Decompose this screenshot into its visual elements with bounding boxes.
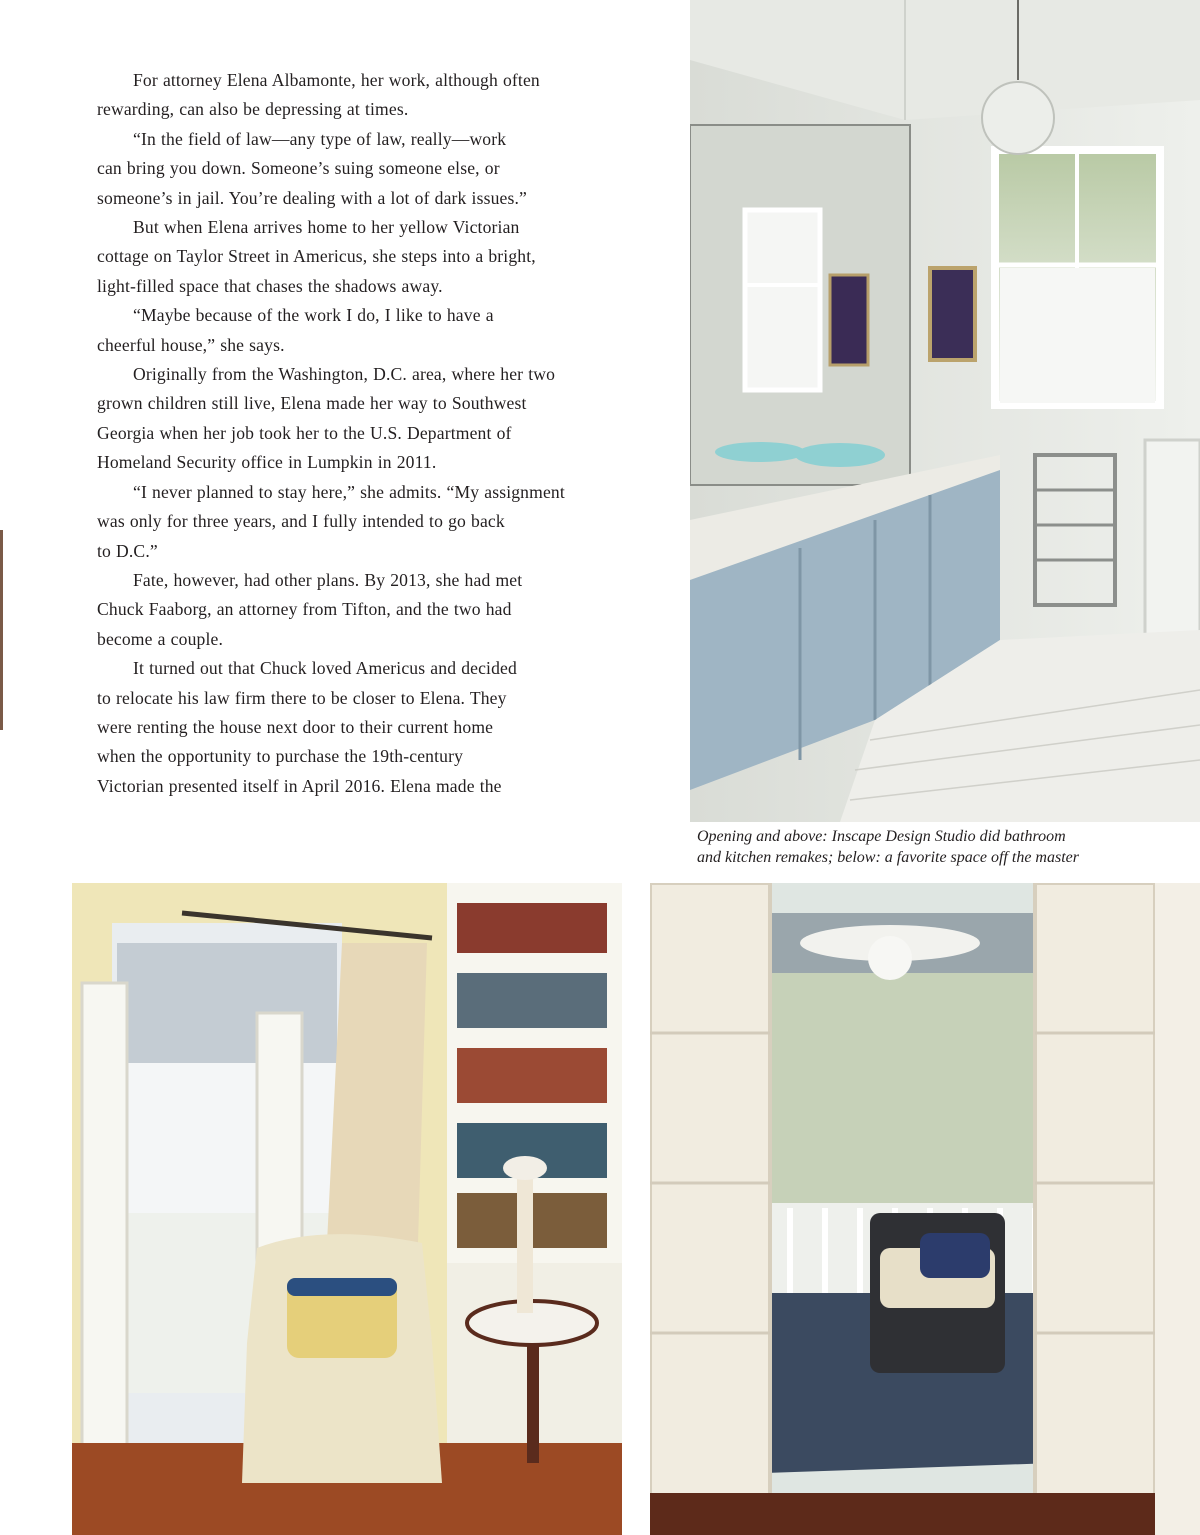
bathroom-photo [690, 0, 1200, 822]
article-line: cottage on Taylor Street in Americus, she steps into a bright, [97, 246, 536, 267]
article-line: someone’s in jail. You’re dealing with a lot of dark issues.” [97, 187, 527, 208]
article-line: light-filled space that chases the shadows away. [97, 275, 443, 296]
porch-photo [650, 883, 1200, 1535]
article-line: But when Elena arrives home to her yellow Victorian [133, 217, 520, 238]
article-line: grown children still live, Elena made her way to Southwest [97, 393, 527, 414]
photo-caption [697, 826, 1197, 868]
article-line: “In the field of law—any type of law, really—work [133, 128, 507, 149]
article-line: It turned out that Chuck loved Americus and decided [133, 658, 517, 679]
article-line: Victorian presented itself in April 2016. Elena made the [97, 775, 502, 796]
article-paragraphs [97, 66, 637, 801]
article-line: was only for three years, and I fully intended to go back [97, 511, 505, 532]
article-line: can bring you down. Someone’s suing someone else, or [97, 158, 500, 179]
article-line: rewarding, can also be depressing at times. [97, 99, 409, 120]
article-line: when the opportunity to purchase the 19th-century [97, 746, 464, 767]
sitting-room-photo [72, 883, 622, 1535]
article-line: Chuck Faaborg, an attorney from Tifton, and the two had [97, 599, 512, 620]
article-line: “Maybe because of the work I do, I like to have a [133, 305, 494, 326]
article-line: were renting the house next door to their current home [97, 716, 494, 737]
article-body [97, 66, 637, 801]
article-line: “I never planned to stay here,” she admits. “My assignment [133, 481, 565, 502]
article-line: to D.C.” [97, 540, 158, 561]
article-line: become a couple. [97, 628, 224, 649]
article-line: Originally from the Washington, D.C. area, where her two [133, 364, 556, 385]
article-line: For attorney Elena Albamonte, her work, although often [133, 70, 540, 90]
article-line: Homeland Security office in Lumpkin in 2011. [97, 452, 437, 473]
article-line: to relocate his law firm there to be closer to Elena. They [97, 687, 507, 708]
article-line: Fate, however, had other plans. By 2013, she had met [133, 569, 523, 590]
caption-line-2: and kitchen remakes; below: a favorite space off the master [697, 849, 1079, 866]
facing-page-edge [0, 530, 3, 730]
article-line: Georgia when her job took her to the U.S. Department of [97, 422, 512, 443]
article-line: cheerful house,” she says. [97, 334, 285, 355]
caption-line-1: Opening and above: Inscape Design Studio did bathroom [697, 828, 1066, 845]
